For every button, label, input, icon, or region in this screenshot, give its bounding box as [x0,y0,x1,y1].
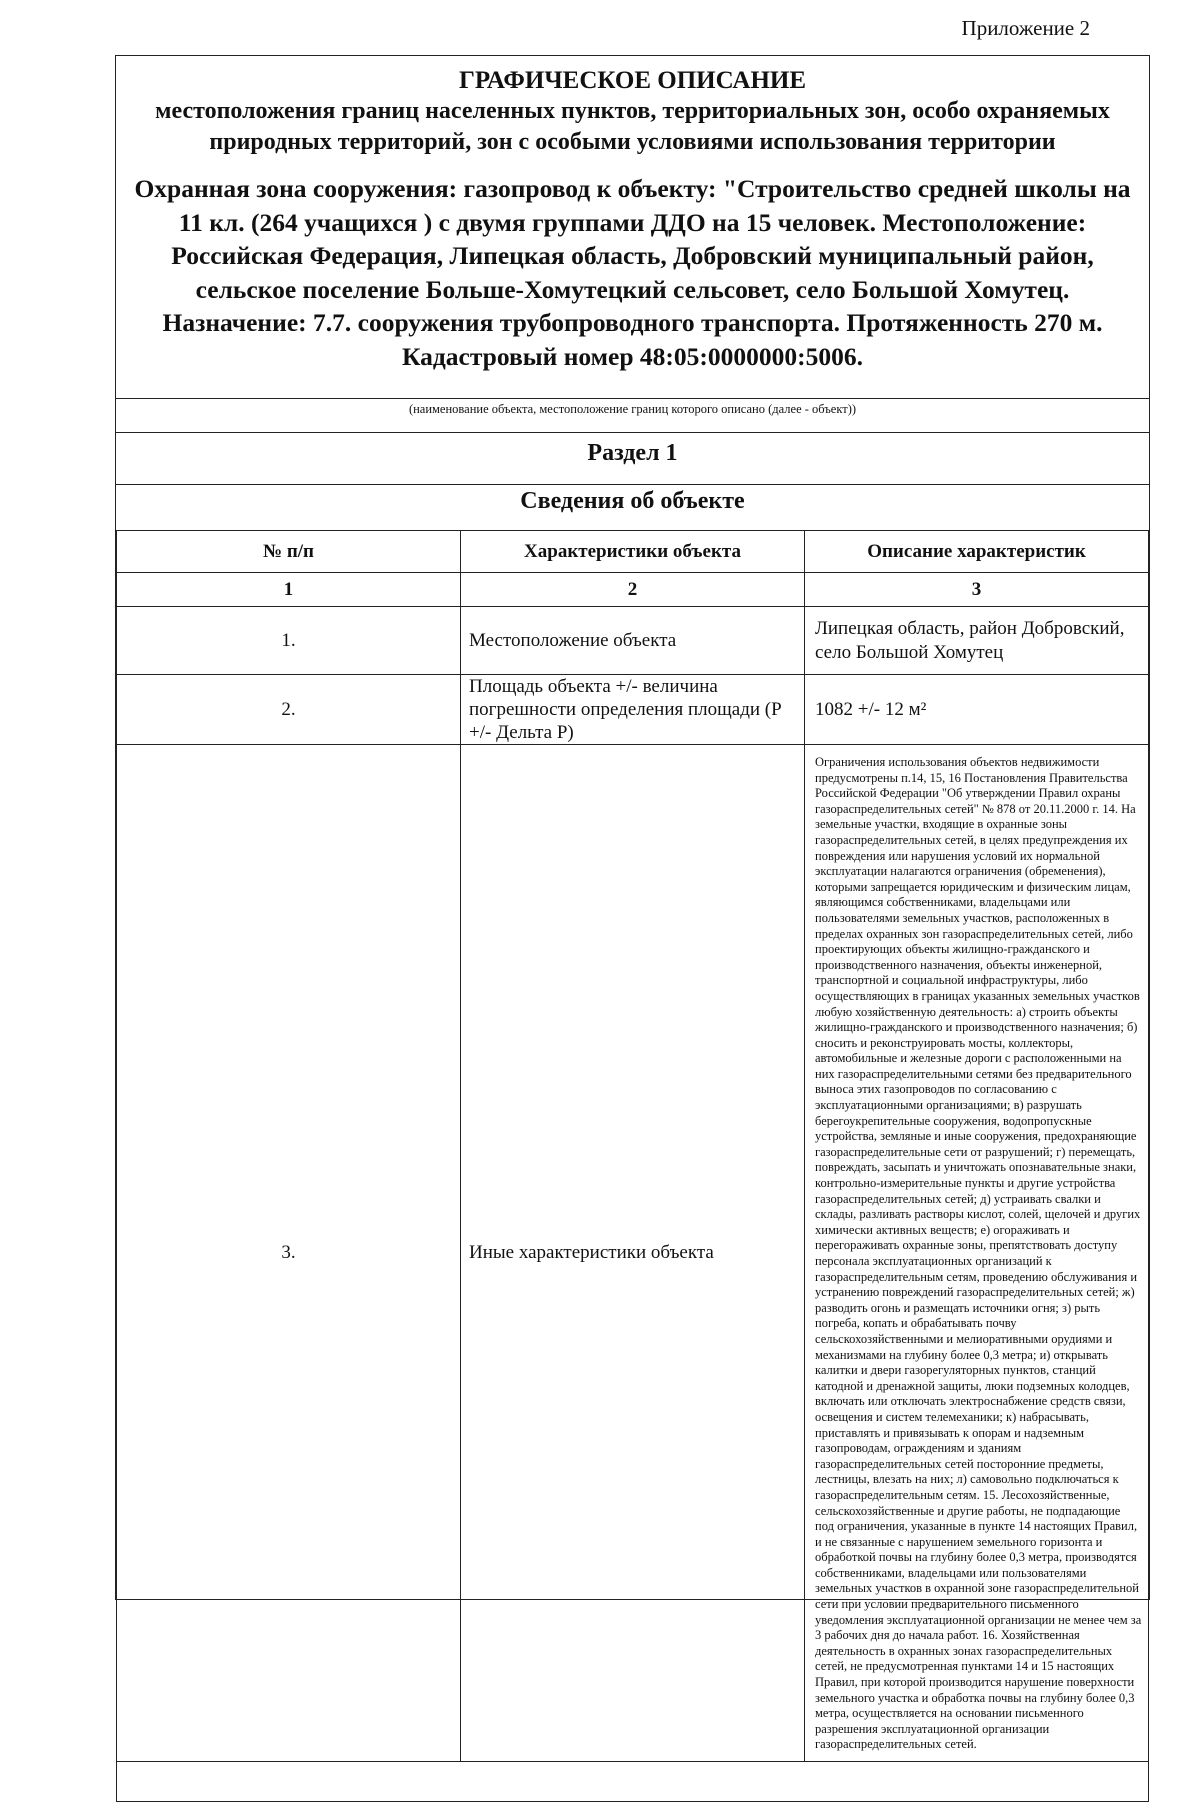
characteristic-name: Площадь объекта +/- величина погрешности определения площади (Р +/- Дельта Р) [461,675,805,745]
table-header-row [117,531,1149,573]
row-number: 1. [117,607,461,675]
characteristic-name: Иные характеристики объекта [461,745,805,1762]
column-number: 2 [461,573,805,607]
row-number: 3. [117,745,461,1762]
table-header-cell: Описание характеристик [805,531,1149,573]
table-empty-row [117,1762,1149,1802]
column-number: 1 [117,573,461,607]
empty-cell [117,1762,1149,1802]
divider [116,398,1149,399]
table-row [117,675,1149,745]
section-title: Сведения об объекте [520,488,745,514]
table-header-cell: № п/п [117,531,461,573]
document-frame [115,55,1150,1752]
object-name-caption: (наименование объекта, местоположение границ которого описано (далее - объект)) [408,402,857,416]
row-number: 2. [117,675,461,745]
appendix-label: Приложение 2 [961,16,1090,40]
table-header-cell: Характеристики объекта [461,531,805,573]
characteristic-value: Липецкая область, район Добровский, село Большой Хомутец [805,607,1149,675]
characteristic-name: Местоположение объекта [461,607,805,675]
divider [116,432,1149,433]
table-row [117,745,1149,1762]
object-name: Охранная зона сооружения: газопровод к объекту: "Строительство средней школы на 11 кл. (264 учащихся ) с двумя группами ДДО на 15 человек. Местоположение: Российская Федерация, Липецкая область, Добровский муниципальный район, сельское поселение Больше-Хомутецкий сельсовет, село Большой Хомутец. Назначение: 7.7. сооружения трубопроводного транспорта. Протяженность 270 м. Кадастровый номер 48:05:0000000:5006. [134,174,1131,371]
characteristic-value: Ограничения использования объектов недвижимости предусмотрены п.14, 15, 16 Постановления Правительства Российской Федерации "Об утверждении Правил охраны газораспределительных сетей" № 878 от 20.11.2000 г. 14. На земельные участки, входящие в охранные зоны газораспределительных сетей, в целях предупреждения их повреждения или нарушения условий их нормальной эксплуатации налагаются ограничения (обременения), которыми запрещается юридическим и физическим лицам, являющимся собственниками, владельцами или пользователями земельных участков, расположенных в пределах охранных зон газораспределительных сетей, либо проектирующих объекты жилищно-гражданского и производственного назначения, объекты инженерной, транспортной и социальной инфраструктуры, либо осуществляющих в границах указанных земельных участков любую хозяйственную деятельность: а) строить объекты жилищно-гражданского и производственного назначения; б) сносить и реконструировать мосты, коллекторы, автомобильные и железные дороги с расположенными на них газораспределительными сетями без предварительного выноса этих газопроводов по согласованию с эксплуатационными организациями; в) разрушать берегоукрепительные сооружения, водопропускные устройства, земляные и иные сооружения, предохраняющие газораспределительные сети от разрушений; г) перемещать, повреждать, засыпать и уничтожать опознавательные знаки, контрольно-измерительные пункты и другие устройства газораспределительных сетей; д) устраивать свалки и склады, разливать растворы кислот, солей, щелочей и других химически активных веществ; е) огораживать и перегораживать охранные зоны, препятствовать доступу персонала эксплуатационных организаций к газораспределительным сетям, проведению обслуживания и устранению повреждений газораспределительных сетей; ж) разводить огонь и размещать источники огня; з) рыть погреба, копать и обрабатывать почву сельскохозяйственными и мелиоративными орудиями и механизмами на глубину более 0,3 метра; и) открывать калитки и двери газорегуляторных пунктов, станций катодной и дренажной защиты, люки подземных колодцев, включать или отключать электроснабжение средств связи, освещения и систем телемеханики; к) набрасывать, приставлять и привязывать к опорам и надземным газопроводам, ограждениям и зданиям газораспределительных сетей посторонние предметы, лестницы, влезать на них; л) самовольно подключаться к газораспределительным сетям. 15. Лесохозяйственные, сельскохозяйственные и другие работы, не подпадающие под ограничения, указанные в пункте 14 настоящих Правил, и не связанные с нарушением земельного горизонта и обработкой почвы на глубину более 0,3 метра, производятся собственниками, владельцами или пользователями земельных участков в охранной зоне газораспределительной сети при условии предварительного письменного уведомления эксплуатационной организации не менее чем за 3 рабочих дня до начала работ. 16. Хозяйственная деятельность в охранных зонах газораспределительных сетей, не предусмотренная пунктами 14 и 15 настоящих Правил, при которой производится нарушение поверхности земельного участка и обработка почвы на глубину более 0,3 метра, осуществляется на основании письменного разрешения эксплуатационной организации газораспределительных сетей. [805,745,1149,1762]
object-info-table [116,530,1149,1802]
section-number: Раздел 1 [587,440,678,466]
column-number-row [117,573,1149,607]
document-title: ГРАФИЧЕСКОЕ ОПИСАНИЕ [458,67,807,94]
document-subtitle: местоположения границ населенных пунктов, территориальных зон, особо охраняемых природных территорий, зон с особыми условиями использования территории [155,98,1110,155]
characteristic-value: 1082 +/- 12 м² [805,675,1149,745]
table-row [117,607,1149,675]
column-number: 3 [805,573,1149,607]
divider [116,484,1149,485]
document-header [116,56,1149,398]
